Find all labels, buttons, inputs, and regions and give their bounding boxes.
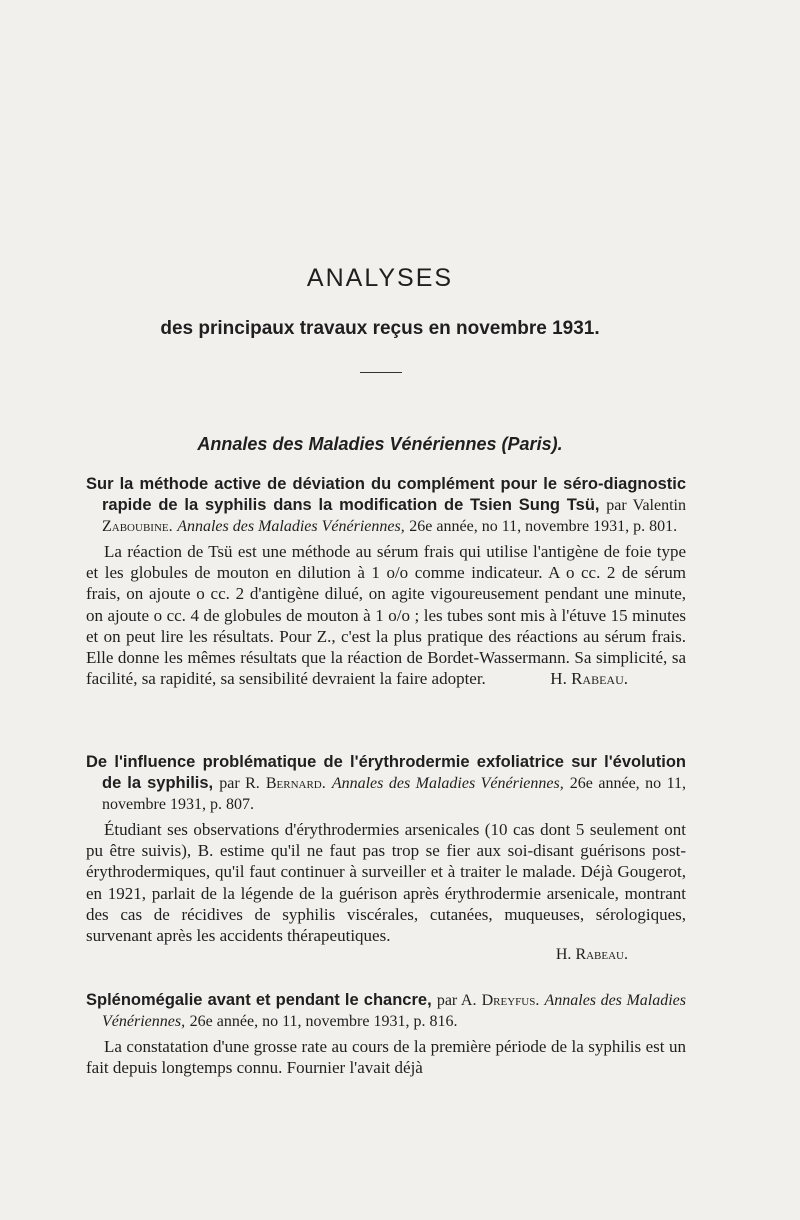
article-2-journal: Annales des Maladies Vénériennes,	[331, 775, 564, 792]
article-3	[86, 990, 686, 1078]
article-1-text: La réaction de Tsü est une méthode au sérum frais qui utilise l'antigène de foie type et les globules de mouton en dilution à 1 o/o comme indicateur. A o cc. 2 de sérum frais, on ajoute o cc. 2 d'antigène dilué, on agite vigoureusement pendant une minute, on ajoute o cc. 4 de globules de mouton à 1 o/o ; les tubes sont mis à l'étuve 15 minutes et on peut lire les résultats. Pour Z., c'est la plus pratique des réactions au sérum frais. Elle donne les mêmes résultats que la réaction de Bordet-Wassermann. Sa simplicité, sa facilité, sa rapidité, sa sensibilité devraient la faire adopter.	[86, 542, 686, 689]
article-1-by: par Valentin	[606, 497, 686, 514]
article-2-ref: 26e année, no 11, novembre 1931, p. 807.	[102, 775, 687, 813]
article-1-ref: 26e année, no 11, novembre 1931, p. 801.	[409, 518, 678, 535]
article-2-signature	[86, 946, 686, 964]
article-2-heading	[86, 752, 686, 815]
article-1-author: Zaboubine.	[102, 518, 173, 535]
page-subtitle: des principaux travaux reçus en novembre 1931.	[160, 318, 600, 339]
article-1-title: Sur la méthode active de déviation du complément pour le séro-diagnostic rapide de la syphilis dans la modification de Tsien Sung Tsü,	[86, 475, 686, 514]
article-2-sig-initial: H.	[555, 946, 572, 964]
article-1-signature	[532, 668, 686, 689]
article-3-heading	[86, 990, 686, 1032]
article-3-title: Splénomégalie avant et pendant le chancre,	[86, 991, 432, 1009]
article-3-journal: Annales des Maladies Vénériennes,	[102, 992, 686, 1030]
article-1-sig-name: Rabeau.	[571, 669, 628, 689]
title-divider	[360, 372, 402, 373]
article-2	[86, 752, 686, 964]
article-2-title: De l'influence problématique de l'érythrodermie exfoliatrice sur l'évolution de la syphilis,	[86, 753, 686, 792]
article-3-author: Dreyfus.	[481, 992, 540, 1009]
article-3-ref: 26e année, no 11, novembre 1931, p. 816.	[189, 1013, 458, 1030]
article-3-body: La constatation d'une grosse rate au cours de la première période de la syphilis est un fait depuis longtemps connu. Fournier l'avait déjà	[86, 1037, 686, 1078]
article-3-by: par A.	[436, 992, 477, 1009]
article-1-journal: Annales des Maladies Vénériennes,	[177, 518, 405, 535]
article-2-author: Bernard.	[265, 775, 326, 792]
journal-heading: Annales des Maladies Vénériennes (Paris).	[197, 434, 563, 454]
article-2-by: par R.	[219, 775, 260, 792]
article-1-sig-initial: H.	[550, 669, 567, 689]
article-1	[86, 474, 686, 689]
article-2-sig-name: Rabeau.	[575, 946, 628, 964]
article-1-body	[86, 541, 686, 689]
article-2-body: Étudiant ses observations d'érythrodermies arsenicales (10 cas dont 5 seulement ont pu être suivis), B. estime qu'il ne faut pas trop se fier aux soi-disant guérisons post-érythrodermiques, qu'il faut continuer à surveiller et à traiter le malade. Déjà Gougerot, en 1921, parlait de la légende de la guérison après érythrodermie arsenicale, montrant des cas de récidives de syphilis viscérales, cutanées, muqueuses, sérologiques, survenant après les accidents thérapeutiques.	[86, 820, 686, 946]
page-title: ANALYSES	[306, 264, 454, 292]
article-1-heading	[86, 474, 686, 537]
